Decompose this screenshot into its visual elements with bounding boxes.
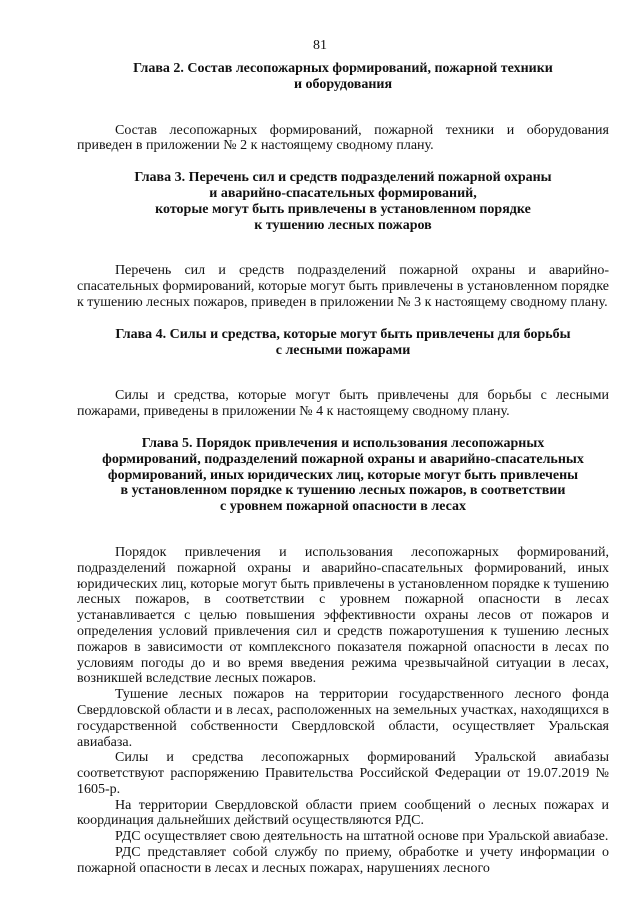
page-number: 81 [313, 38, 327, 53]
heading-line: Глава 5. Порядок привлечения и использования лесопожарных [141, 435, 545, 451]
heading-line: формирований, иных юридических лиц, которые могут быть привлечены [107, 467, 579, 483]
heading-line: и аварийно-спасательных формирований, [209, 185, 477, 201]
chapter-2-heading [77, 61, 609, 93]
chapter-5-paragraph: Силы и средства лесопожарных формирований Уральской авиабазы соответствуют распоряжению Правительства Российской Федерации от 19.07.2019 № 1605-р. [77, 750, 609, 797]
chapter-5-paragraph: РДС представляет собой службу по приему, обработке и учету информации о пожарной опасности в лесах и лесных пожарах, нарушениях лесного [77, 845, 609, 876]
page-content [77, 61, 609, 877]
heading-line: Глава 4. Силы и средства, которые могут быть привлечены для борьбы [115, 326, 571, 342]
chapter-3-paragraph: Перечень сил и средств подразделений пожарной охраны и аварийно-спасательных формирований, которые могут быть привлечены в установленном порядке к тушению лесных пожаров, приведен в приложении № 3 к настоящему сводному плану. [77, 263, 609, 310]
chapter-5-heading [77, 436, 609, 515]
heading-line: с уровнем пожарной опасности в лесах [219, 499, 466, 515]
heading-line: Глава 2. Состав лесопожарных формирований, пожарной техники [133, 61, 553, 76]
chapter-3-heading [77, 170, 609, 233]
chapter-4-paragraph: Силы и средства, которые могут быть привлечены для борьбы с лесными пожарами, приведены в приложении № 4 к настоящему сводному плану. [77, 388, 609, 420]
heading-line: к тушению лесных пожаров [254, 217, 432, 233]
heading-line: Глава 3. Перечень сил и средств подразделений пожарной охраны [134, 170, 552, 186]
chapter-5-paragraph: РДС осуществляет свою деятельность на штатной основе при Уральской авиабазе. [115, 829, 609, 845]
chapter-4-heading [77, 327, 609, 359]
chapter-5-paragraph: Тушение лесных пожаров на территории государственного лесного фонда Свердловской области и в лесах, расположенных на земельных участках, находящихся в государственной собственности Свердловской области, осуществляет Уральская авиабаза. [77, 687, 609, 750]
chapter-5-paragraph: Порядок привлечения и использования лесопожарных формирований, подразделений пожарной охраны и аварийно-спасательных формирований, иных юридических лиц, которые могут быть привлечены в установленном порядке к тушению лесных пожаров, в соответствии с уровнем пожарной опасности в лесах устанавливается с целью повышения эффективности охраны лесов от пожаров и определения условий привлечения сил и средств пожаротушения к тушению лесных пожаров в зависимости от комплексного показателя пожарной опасности в лесах по условиям погоды до и во время введения режима чрезвычайной ситуации в лесах, возникшей вследствие лесных пожаров. [77, 544, 609, 687]
heading-line: в установленном порядке к тушению лесных пожаров, в соответствии [120, 483, 566, 499]
chapter-2-paragraph: Состав лесопожарных формирований, пожарной техники и оборудования приведен в приложении № 2 к настоящему сводному плану. [77, 122, 609, 154]
heading-line: которые могут быть привлечены в установленном порядке [155, 201, 531, 217]
heading-line: и оборудования [293, 76, 393, 92]
chapter-5-paragraph: На территории Свердловской области прием сообщений о лесных пожарах и координация дальнейших действий осуществляются РДС. [77, 797, 609, 829]
heading-line: с лесными пожарами [275, 342, 411, 358]
heading-line: формирований, подразделений пожарной охраны и аварийно-спасательных [102, 451, 584, 467]
